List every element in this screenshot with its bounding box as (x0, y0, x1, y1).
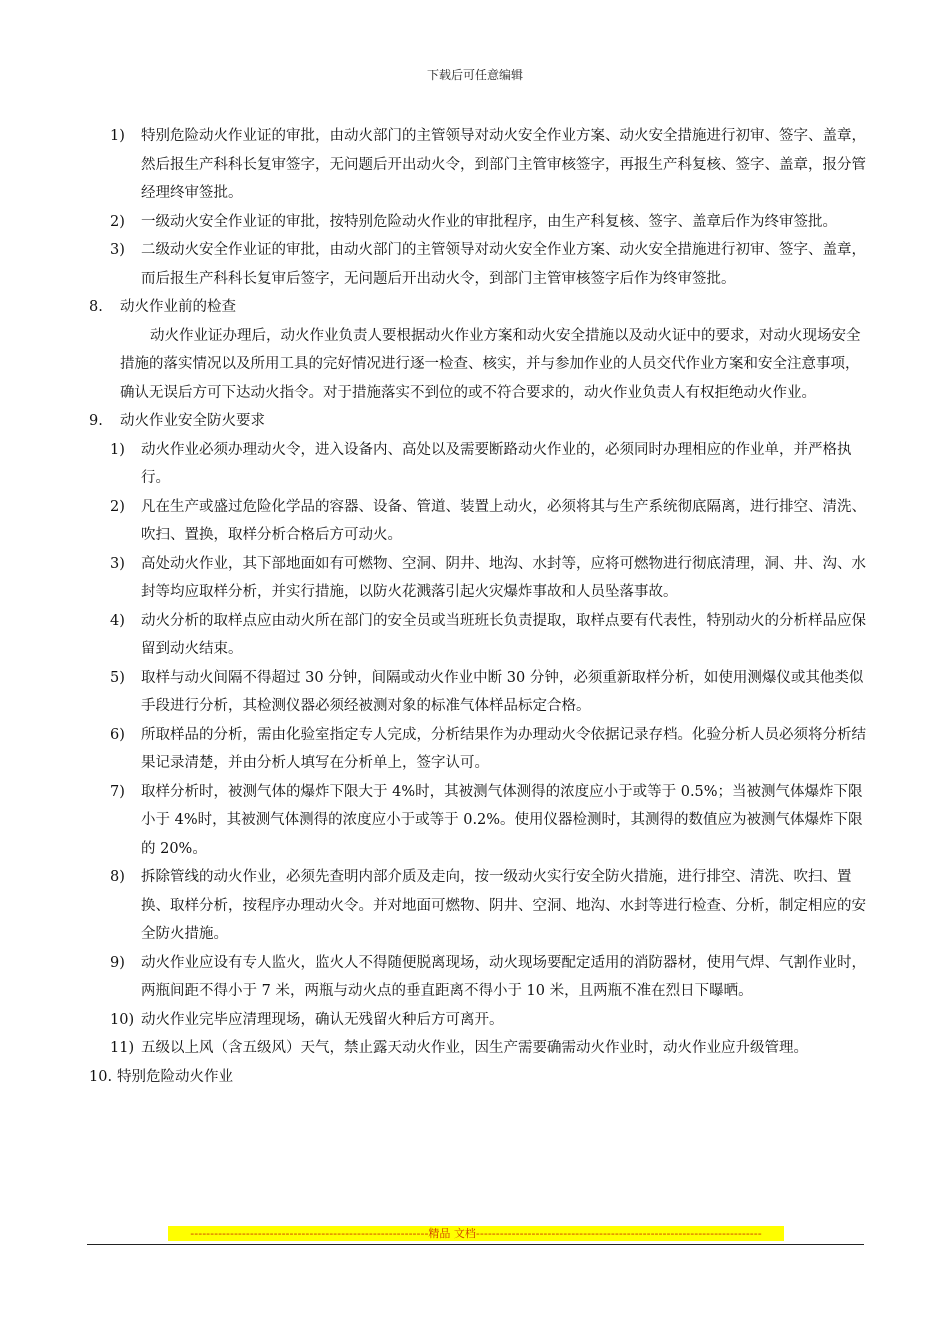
list-item-number: 10) (110, 1011, 135, 1028)
list-item (0, 664, 950, 721)
list-item-text: 特别危险动火作业证的审批，由动火部门的主管领导对动火安全作业方案、动火安全措施进行初审、签字、盖章，然后报生产科科长复审签字，无问题后开出动火令，到部门主管审核签字，再报生产科复核、签字、盖章，报分管经理终审签批。 (141, 128, 866, 201)
section-heading-8 (0, 293, 950, 322)
list-item (0, 1006, 950, 1035)
list-item (0, 778, 950, 864)
list-item-number: 5) (110, 669, 125, 686)
section-8-paragraph: 动火作业证办理后，动火作业负责人要根据动火作业方案和动火安全措施以及动火证中的要求，对动火现场安全措施的落实情况以及所用工具的完好情况进行逐一检查、核实，并与参加作业的人员交代作业方案和安全注意事项，确认无误后方可下达动火指令。对于措施落实不到位的或不符合要求的，动火作业负责人有权拒绝动火作业。 (120, 327, 861, 401)
fire-safety-list (0, 436, 950, 1063)
section-title: 动火作业前的检查 (120, 299, 236, 315)
list-item-text: 一级动火安全作业证的审批，按特别危险动火作业的审批程序，由生产科复核、签字、盖章后作为终审签批。 (141, 213, 837, 230)
list-item-number: 1) (110, 441, 125, 458)
list-item (0, 493, 950, 550)
section-title: 特别危险动火作业 (117, 1068, 233, 1085)
list-item (0, 436, 950, 493)
list-item-number: 6) (110, 726, 125, 743)
section-number: 10. (89, 1068, 113, 1085)
list-item-text: 二级动火安全作业证的审批，由动火部门的主管领导对动火安全作业方案、动火安全措施进行初审、签字、盖章，而后报生产科科长复审后签字，无问题后开出动火令，到部门主管审核签字后作为终审签批。 (141, 242, 866, 287)
list-item-number: 2) (110, 213, 125, 230)
section-heading-10 (0, 1063, 950, 1092)
list-item-text: 动火作业完毕应清理现场，确认无残留火种后方可离开。 (141, 1011, 504, 1028)
page-header: 下载后可任意编辑 (426, 68, 523, 82)
list-item-text: 所取样品的分析，需由化验室指定专人完成，分析结果作为办理动火令依据记录存档。化验分析人员必须将分析结果记录清楚，并由分析人填写在分析单上，签字认可。 (141, 726, 866, 771)
list-item-number: 4) (110, 612, 125, 629)
footer-divider (87, 1244, 864, 1245)
list-item-number: 3) (110, 242, 125, 258)
footer-watermark: ------------------------------------------------------------精品 文档------------------------------------------------------------------------ (168, 1226, 784, 1241)
section-title: 动火作业安全防火要求 (120, 413, 265, 429)
list-item-text: 凡在生产或盛过危险化学品的容器、设备、管道、装置上动火，必须将其与生产系统彻底隔离，进行排空、清洗、吹扫、置换，取样分析合格后方可动火。 (141, 498, 866, 543)
list-item (0, 863, 950, 949)
list-item (0, 208, 950, 237)
list-item (0, 607, 950, 664)
list-item-text: 动火作业必须办理动火令，进入设备内、高处以及需要断路动火作业的，必须同时办理相应的作业单，并严格执行。 (141, 441, 852, 486)
list-item-number: 2) (110, 498, 125, 515)
document-body (0, 122, 950, 1091)
list-item (0, 721, 950, 778)
list-item-text: 高处动火作业，其下部地面如有可燃物、空洞、阴井、地沟、水封等，应将可燃物进行彻底清理，洞、井、沟、水封等均应取样分析，并实行措施，以防火花溅落引起火灾爆炸事故和人员坠落事故。 (141, 555, 866, 600)
list-item (0, 550, 950, 607)
list-item (0, 236, 950, 293)
list-item-number: 9) (110, 954, 125, 971)
list-item-text: 五级以上风（含五级风）天气，禁止露天动火作业，因生产需要确需动火作业时，动火作业应升级管理。 (141, 1040, 808, 1056)
list-item-number: 11) (110, 1040, 135, 1056)
section-number: 8. (89, 299, 103, 315)
list-item-text: 动火分析的取样点应由动火所在部门的安全员或当班班长负责提取，取样点要有代表性，特别动火的分析样品应保留到动火结束。 (141, 612, 866, 657)
section-heading-9 (0, 407, 950, 436)
list-item (0, 1034, 950, 1063)
section-number: 9. (89, 413, 103, 429)
list-item-text: 动火作业应设有专人监火，监火人不得随便脱离现场，动火现场要配定适用的消防器材，使用气焊、气割作业时，两瓶间距不得小于 7 米，两瓶与动火点的垂直距离不得小于 10 米，且两瓶不准在烈日下曝晒。 (141, 954, 866, 999)
list-item-number: 1) (110, 128, 125, 144)
approval-list (0, 122, 950, 293)
list-item-number: 8) (110, 869, 125, 885)
list-item-text: 拆除管线的动火作业，必须先查明内部介质及走向，按一级动火实行安全防火措施，进行排空、清洗、吹扫、置换、取样分析，按程序办理动火令。并对地面可燃物、阴井、空洞、地沟、水封等进行检查、分析，制定相应的安全防火措施。 (141, 869, 866, 942)
list-item (0, 949, 950, 1006)
list-item-number: 3) (110, 555, 125, 572)
list-item (0, 122, 950, 208)
list-item-text: 取样分析时，被测气体的爆炸下限大于 4%时，其被测气体测得的浓度应小于或等于 0.5%；当被测气体爆炸下限小于 4%时，其被测气体测得的浓度应小于或等于 0.2%。使用仪器检测时，其测得的数值应为被测气体爆炸下限的 20%。 (141, 783, 863, 857)
list-item-text: 取样与动火间隔不得超过 30 分钟，间隔或动火作业中断 30 分钟，必须重新取样分析，如使用测爆仪或其他类似手段进行分析，其检测仪器必须经被测对象的标准气体样品标定合格。 (141, 669, 864, 714)
list-item-number: 7) (110, 783, 125, 800)
